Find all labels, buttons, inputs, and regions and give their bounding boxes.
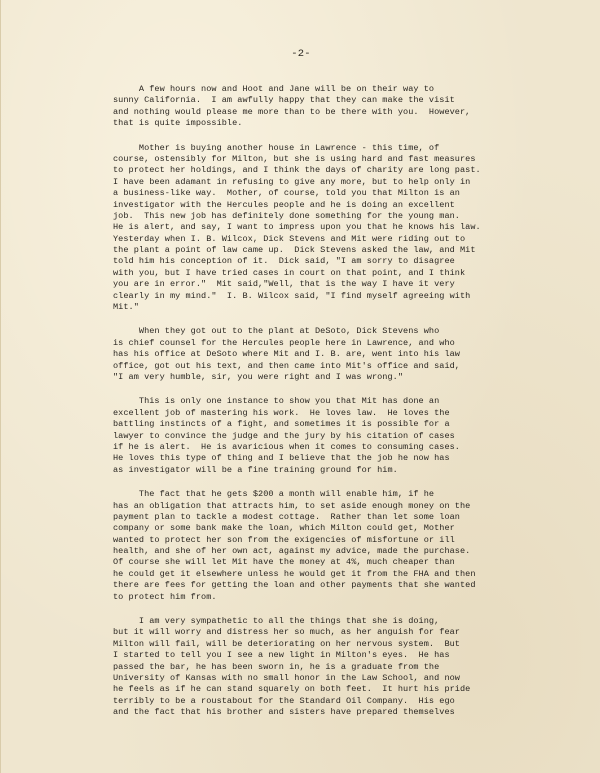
text-line: has an obligation that attracts him, to set aside enough money on the <box>113 500 471 511</box>
text-line: lawyer to convince the judge and the jury by his citation of cases <box>113 430 455 441</box>
text-line: A few hours now and Hoot and Jane will be on their way to <box>113 84 435 94</box>
text-line: I am very sympathetic to all the things that she is doing, <box>113 616 440 627</box>
text-line: sunny California. I am awfully happy that they can make the visit <box>113 95 455 106</box>
text-line: "I am very humble, sir, you were right and I was wrong." <box>113 371 404 382</box>
text-line: a business-like way. Mother, of course, told you that Milton is an <box>113 188 460 199</box>
text-line: University of Kansas with no small honor in the Law School, and now <box>113 672 460 683</box>
text-line: wanted to protect her son from the exigencies of misfortune or ill <box>113 534 455 545</box>
text-line: Milton will fail, will be deteriorating on her nervous system. But <box>113 638 460 649</box>
text-line: excellent job of mastering his work. He loves law. He loves the <box>113 407 450 418</box>
page-number: -2- <box>291 48 311 60</box>
text-line: there are fees for getting the loan and other payments that she wanted <box>113 580 476 591</box>
text-line: and nothing would please me more than to be there with you. However, <box>113 106 471 117</box>
text-line: and the fact that his brother and sisters have prepared themselves <box>113 707 455 718</box>
paragraph <box>113 84 543 130</box>
text-line: company or some bank make the loan, which Milton could get, Mother <box>113 523 455 534</box>
text-line: I started to tell you I see a new light in Milton's eyes. He has <box>113 650 450 661</box>
text-line: investigator with the Hercules people and he is doing an excellent <box>113 199 455 210</box>
text-line: He loves this type of thing and I believe that the job he now has <box>113 453 450 464</box>
text-line: with you, but I have tried cases in court on that point, and I think <box>113 267 466 278</box>
text-line: battling instincts of a fight, and sometimes it is possible for a <box>113 419 450 430</box>
text-line: you are in error." Mit said,"Well, that is the way I have it very <box>113 279 455 290</box>
text-line: told him his conception of it. Dick said, "I am sorry to disagree <box>113 256 455 267</box>
text-line: terribly to be a roustabout for the Standard Oil Company. His ego <box>113 695 455 706</box>
text-line: job. This new job has definitely done something for the young man. <box>113 210 460 221</box>
text-line: to protect her holdings, and I think the days of charity are long past. <box>113 165 481 176</box>
text-line: Mother is buying another house in Lawrence - this time, of <box>113 142 440 153</box>
text-line: the plant a point of law came up. Dick Stevens asked the law, and Mit <box>113 245 476 256</box>
text-line: passed the bar, he has been sworn in, he is a graduate from the <box>113 661 440 672</box>
text-line: if he is alert. He is avaricious when it comes to consuming cases. <box>113 441 460 452</box>
text-line: he feels as if he can stand squarely on both feet. It hurt his pride <box>113 684 471 695</box>
text-line: course, ostensibly for Milton, but she is using hard and fast measures <box>113 153 476 164</box>
text-line: He is alert, and say, I want to impress upon you that he knows his law. <box>113 222 481 233</box>
paragraph <box>113 616 543 719</box>
text-line: payment plan to tackle a modest cottage. Rather than let some loan <box>113 511 460 522</box>
text-line: Of course she will let Mit have the money at 4%, much cheaper than <box>113 557 455 568</box>
text-line: is chief counsel for the Hercules people here in Lawrence, and who <box>113 337 455 348</box>
text-line: Yesterday when I. B. Wilcox, Dick Stevens and Mit were riding out to <box>113 233 466 244</box>
text-line: to protect him from. <box>113 591 217 602</box>
text-line: Mit." <box>113 302 139 313</box>
text-line: The fact that he gets $200 a month will enable him, if he <box>113 489 435 500</box>
text-line: as investigator will be a fine training ground for him. <box>113 464 398 475</box>
text-line: I have been adamant in refusing to give any more, but to help only in <box>113 176 471 187</box>
text-line: but it will worry and distress her so much, as her anguish for fear <box>113 627 460 638</box>
letter-body <box>113 84 543 732</box>
text-line: clearly in my mind." I. B. Wilcox said, "I find myself agreeing with <box>113 290 471 301</box>
text-line: office, got out his text, and then came into Mit's office and said, <box>113 360 460 371</box>
text-line: health, and she of her own act, against my advice, made the purchase. <box>113 546 471 557</box>
paragraph <box>113 143 543 314</box>
paragraph <box>113 489 543 603</box>
paragraph <box>113 326 543 383</box>
text-line: This is only one instance to show you that Mit has done an <box>113 396 440 407</box>
text-line: he could get it elsewhere unless he would get it from the FHA and then <box>113 568 476 579</box>
text-line: When they got out to the plant at DeSoto, Dick Stevens who <box>113 326 440 337</box>
text-line: has his office at DeSoto where Mit and I. B. are, went into his law <box>113 349 460 360</box>
text-line: that is quite impossible. <box>113 118 243 129</box>
paragraph <box>113 396 543 476</box>
